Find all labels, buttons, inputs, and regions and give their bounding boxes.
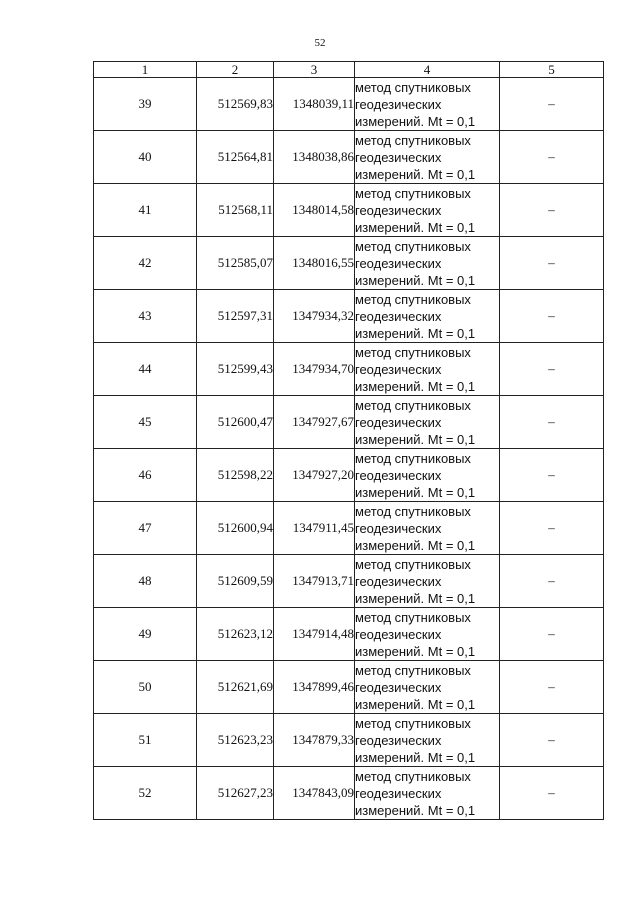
method-line: измерений. Mt = 0,1: [355, 802, 476, 818]
method-description: [355, 714, 500, 767]
table-row: [94, 714, 604, 767]
method-line: геодезических: [355, 573, 442, 589]
coordinate-y: 1347934,70: [274, 343, 355, 396]
method-line: метод спутниковых: [355, 450, 471, 466]
coordinate-x: 512621,69: [197, 661, 274, 714]
coordinates-table: [93, 61, 604, 820]
method-line: метод спутниковых: [355, 768, 471, 784]
method-description: [355, 131, 500, 184]
table-row: [94, 555, 604, 608]
note-dash: –: [500, 78, 604, 131]
method-line: метод спутниковых: [355, 662, 471, 678]
coordinate-y: 1347914,48: [274, 608, 355, 661]
column-header-3: 3: [274, 62, 355, 78]
point-number: 50: [94, 661, 197, 714]
method-line: метод спутниковых: [355, 556, 471, 572]
table-row: [94, 396, 604, 449]
coordinate-x: 512564,81: [197, 131, 274, 184]
coordinate-y: 1348038,86: [274, 131, 355, 184]
method-description: [355, 608, 500, 661]
table-row: [94, 608, 604, 661]
method-line: измерений. Mt = 0,1: [355, 113, 476, 129]
method-line: метод спутниковых: [355, 344, 471, 360]
method-line: измерений. Mt = 0,1: [355, 749, 476, 765]
coordinate-y: 1348039,11: [274, 78, 355, 131]
table-row: [94, 661, 604, 714]
method-description: [355, 661, 500, 714]
coordinate-x: 512598,22: [197, 449, 274, 502]
point-number: 43: [94, 290, 197, 343]
method-line: измерений. Mt = 0,1: [355, 272, 476, 288]
coordinate-y: 1348016,55: [274, 237, 355, 290]
column-header-2: 2: [197, 62, 274, 78]
note-dash: –: [500, 184, 604, 237]
method-line: метод спутниковых: [355, 238, 471, 254]
method-line: измерений. Mt = 0,1: [355, 431, 476, 447]
coordinate-y: 1347934,32: [274, 290, 355, 343]
coordinate-y: 1347927,20: [274, 449, 355, 502]
coordinate-x: 512623,12: [197, 608, 274, 661]
coordinate-y: 1347843,09: [274, 767, 355, 820]
coordinate-x: 512597,31: [197, 290, 274, 343]
method-line: измерений. Mt = 0,1: [355, 643, 476, 659]
method-description: [355, 449, 500, 502]
table-row: [94, 449, 604, 502]
coordinate-y: 1347911,45: [274, 502, 355, 555]
method-line: геодезических: [355, 732, 442, 748]
method-description: [355, 555, 500, 608]
method-description: [355, 78, 500, 131]
point-number: 41: [94, 184, 197, 237]
method-line: измерений. Mt = 0,1: [355, 590, 476, 606]
table-row: [94, 502, 604, 555]
coordinate-x: 512569,83: [197, 78, 274, 131]
coordinate-x: 512600,94: [197, 502, 274, 555]
point-number: 39: [94, 78, 197, 131]
coordinate-x: 512627,23: [197, 767, 274, 820]
method-line: метод спутниковых: [355, 132, 471, 148]
table-row: [94, 343, 604, 396]
method-line: метод спутниковых: [355, 715, 471, 731]
method-line: измерений. Mt = 0,1: [355, 378, 476, 394]
column-header-1: 1: [94, 62, 197, 78]
coordinate-x: 512568,11: [197, 184, 274, 237]
table-row: [94, 78, 604, 131]
coordinate-x: 512599,43: [197, 343, 274, 396]
page-number: 52: [314, 37, 326, 49]
method-line: измерений. Mt = 0,1: [355, 325, 476, 341]
method-line: метод спутниковых: [355, 503, 471, 519]
method-line: геодезических: [355, 467, 442, 483]
method-description: [355, 767, 500, 820]
point-number: 48: [94, 555, 197, 608]
method-line: геодезических: [355, 255, 442, 271]
method-line: измерений. Mt = 0,1: [355, 219, 476, 235]
note-dash: –: [500, 661, 604, 714]
method-line: геодезических: [355, 149, 442, 165]
note-dash: –: [500, 555, 604, 608]
coordinate-y: 1347899,46: [274, 661, 355, 714]
coordinate-x: 512600,47: [197, 396, 274, 449]
method-line: измерений. Mt = 0,1: [355, 166, 476, 182]
method-description: [355, 237, 500, 290]
method-line: метод спутниковых: [355, 609, 471, 625]
table-row: [94, 290, 604, 343]
method-line: геодезических: [355, 679, 442, 695]
note-dash: –: [500, 449, 604, 502]
note-dash: –: [500, 290, 604, 343]
point-number: 45: [94, 396, 197, 449]
table-row: [94, 767, 604, 820]
note-dash: –: [500, 131, 604, 184]
method-line: метод спутниковых: [355, 79, 471, 95]
note-dash: –: [500, 608, 604, 661]
method-description: [355, 396, 500, 449]
coordinate-y: 1348014,58: [274, 184, 355, 237]
coordinate-x: 512585,07: [197, 237, 274, 290]
note-dash: –: [500, 767, 604, 820]
method-line: геодезических: [355, 414, 442, 430]
method-line: измерений. Mt = 0,1: [355, 696, 476, 712]
point-number: 51: [94, 714, 197, 767]
point-number: 40: [94, 131, 197, 184]
note-dash: –: [500, 714, 604, 767]
method-line: геодезических: [355, 785, 442, 801]
column-header-5: 5: [500, 62, 604, 78]
coordinate-x: 512609,59: [197, 555, 274, 608]
method-line: геодезических: [355, 626, 442, 642]
point-number: 47: [94, 502, 197, 555]
method-description: [355, 290, 500, 343]
method-description: [355, 343, 500, 396]
note-dash: –: [500, 237, 604, 290]
method-line: геодезических: [355, 202, 442, 218]
point-number: 49: [94, 608, 197, 661]
point-number: 44: [94, 343, 197, 396]
method-line: метод спутниковых: [355, 291, 471, 307]
coordinate-x: 512623,23: [197, 714, 274, 767]
method-description: [355, 502, 500, 555]
coordinate-y: 1347913,71: [274, 555, 355, 608]
point-number: 42: [94, 237, 197, 290]
note-dash: –: [500, 396, 604, 449]
column-header-4: 4: [355, 62, 500, 78]
note-dash: –: [500, 502, 604, 555]
method-line: метод спутниковых: [355, 185, 471, 201]
method-line: измерений. Mt = 0,1: [355, 537, 476, 553]
method-line: геодезических: [355, 96, 442, 112]
coordinate-y: 1347879,33: [274, 714, 355, 767]
method-line: геодезических: [355, 520, 442, 536]
method-line: геодезических: [355, 308, 442, 324]
method-line: геодезических: [355, 361, 442, 377]
method-line: измерений. Mt = 0,1: [355, 484, 476, 500]
table-row: [94, 184, 604, 237]
table-row: [94, 131, 604, 184]
point-number: 52: [94, 767, 197, 820]
table-row: [94, 237, 604, 290]
coordinate-y: 1347927,67: [274, 396, 355, 449]
point-number: 46: [94, 449, 197, 502]
note-dash: –: [500, 343, 604, 396]
table-body: [94, 78, 604, 820]
method-line: метод спутниковых: [355, 397, 471, 413]
table-header-row: [94, 62, 604, 78]
method-description: [355, 184, 500, 237]
